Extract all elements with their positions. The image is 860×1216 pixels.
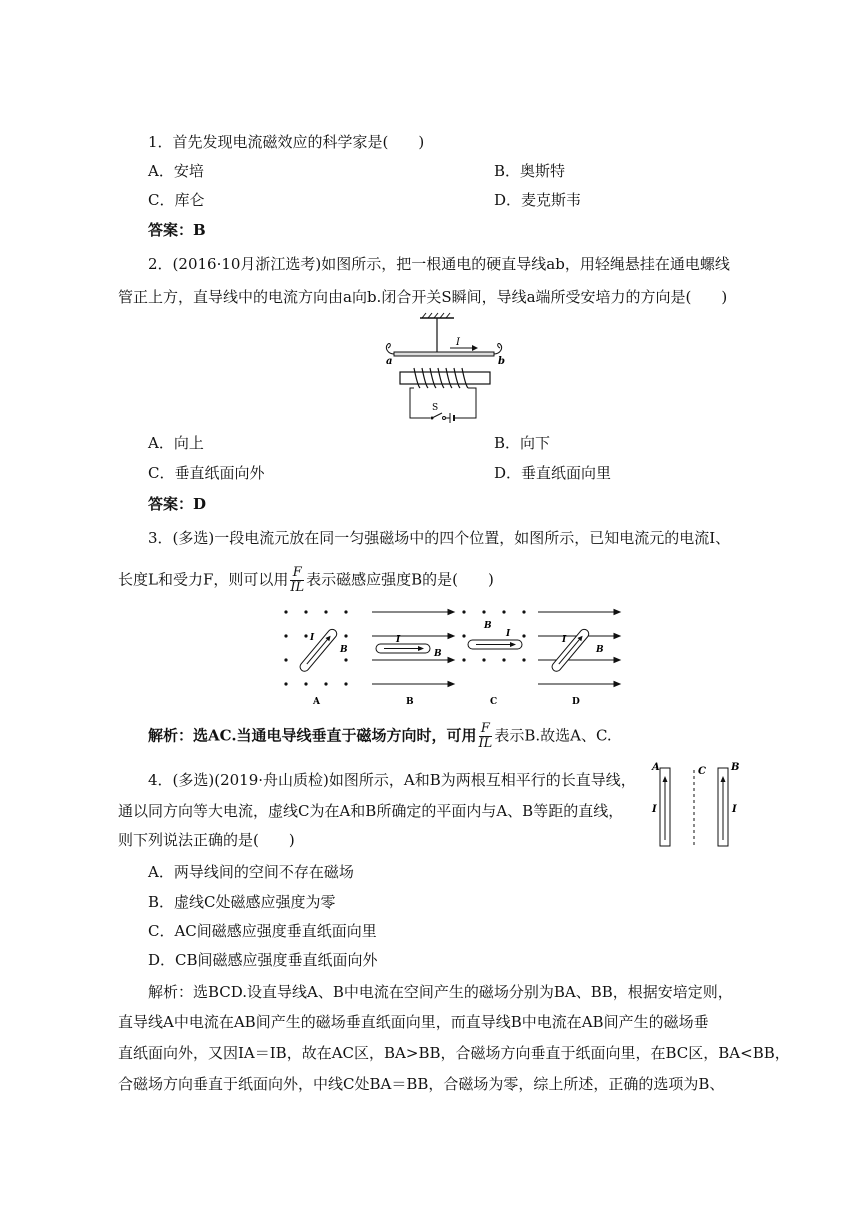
q3-panel-d — [538, 610, 620, 687]
q3-fraction — [290, 566, 304, 595]
q4-stem-line3: 则下列说法正确的是( ) — [118, 831, 295, 849]
q4-fig-label-c: C — [698, 766, 706, 777]
q3-analysis-fraction — [479, 722, 493, 751]
q3-panel-a-i: I — [310, 633, 315, 643]
q4-analysis-line2: 直导线A中电流在AB间产生的磁场垂直纸面向里，而直导线B中电流在AB间产生的磁场垂 — [118, 1013, 709, 1031]
q3-stem-line1: 3．(多选)一段电流元放在同一匀强磁场中的四个位置，如图所示，已知电流元的电流I、 — [148, 529, 731, 547]
q2-answer: 答案：D — [148, 495, 207, 513]
q4-fig-label-b: B — [731, 762, 740, 773]
q3-analysis-pre: 解析：选AC.当通电导线垂直于磁场方向时，可用 — [148, 726, 477, 745]
q3-panel-a-label: A — [313, 697, 320, 707]
q4-stem-line2: 通以同方向等大电流，虚线C为在A和B所确定的平面内与A、B等距的直线， — [118, 802, 624, 820]
q3-analysis — [148, 722, 612, 751]
q2-stem-line1: 2．(2016·10月浙江选考)如图所示，把一根通电的硬直导线ab，用轻绳悬挂在通电螺线 — [148, 255, 730, 273]
q3-panel-b-b: B — [434, 649, 442, 659]
q3-panel-d-i: I — [562, 635, 567, 645]
q3-analysis-post: 表示B.故选A、C. — [494, 726, 612, 745]
q2-option-a: A．向上 — [148, 434, 204, 452]
q2-option-d: D．垂直纸面向里 — [494, 464, 612, 482]
q4-fig-label-i-right: I — [732, 804, 737, 815]
q1-stem: 1．首先发现电流磁效应的科学家是( ) — [148, 133, 425, 151]
q3-panel-b-i: I — [396, 635, 401, 645]
q3-panel-c-i: I — [506, 629, 511, 639]
q3-stem-line2-pre: 长度L和受力F，则可以用 — [118, 570, 289, 589]
q3-field-figure — [280, 608, 625, 708]
q3-stem-line2 — [118, 566, 494, 595]
q4-fig-label-i-left: I — [652, 804, 657, 815]
q3-analysis-fraction-denominator: IL — [478, 736, 493, 751]
q2-fig-label-a: a — [386, 356, 393, 367]
q2-fig-label-b: b — [498, 356, 505, 367]
q2-option-c: C．垂直纸面向外 — [148, 464, 265, 482]
q4-option-d: D．CB间磁感应强度垂直纸面向外 — [148, 951, 378, 969]
q3-fraction-denominator: IL — [290, 580, 305, 595]
q4-wires-figure — [648, 760, 744, 850]
q2-fig-label-i: I — [456, 337, 460, 348]
q1-option-d: D．麦克斯韦 — [494, 191, 582, 209]
q4-option-a: A．两导线间的空间不存在磁场 — [148, 863, 354, 881]
q3-panel-c-label: C — [490, 697, 498, 707]
q4-option-b: B．虚线C处磁感应强度为零 — [148, 893, 336, 911]
q4-analysis-line4: 合磁场方向垂直于纸面向外，中线C处BA＝BB，合磁场为零，综上所述，正确的选项为B、 — [118, 1075, 725, 1093]
q1-option-c: C．库仑 — [148, 191, 205, 209]
q3-panel-a-b: B — [340, 645, 348, 655]
q3-stem-line2-post: 表示磁感应强度B的是( ) — [306, 570, 494, 589]
q4-analysis-line3: 直纸面向外，又因IA＝IB，故在AC区，BA>BB，合磁场方向垂直于纸面向里，在BC区，BA<BB， — [118, 1044, 790, 1062]
q1-option-b: B．奥斯特 — [494, 162, 566, 180]
q4-option-c: C．AC间磁感应强度垂直纸面向里 — [148, 922, 377, 940]
q2-stem-line2: 管正上方，直导线中的电流方向由a向b.闭合开关S瞬间，导线a端所受安培力的方向是( ) — [118, 288, 728, 306]
q1-answer: 答案：B — [148, 221, 206, 239]
q4-analysis-line1: 解析：选BCD.设直导线A、B中电流在空间产生的磁场分别为BA、BB，根据安培定则， — [148, 983, 733, 1001]
q3-panel-b-label: B — [406, 697, 414, 707]
q1-option-a: A．安培 — [148, 162, 204, 180]
q2-solenoid-figure — [380, 312, 510, 430]
q3-panel-d-b: B — [596, 645, 604, 655]
q4-fig-label-a: A — [652, 762, 660, 773]
q2-fig-label-s: S — [432, 403, 439, 413]
q4-stem-line1: 4．(多选)(2019·舟山质检)如图所示，A和B为两根互相平行的长直导线， — [148, 771, 636, 789]
q3-panel-c — [462, 610, 525, 661]
q3-fraction-numerator: F — [290, 566, 304, 581]
q2-option-b: B．向下 — [494, 434, 551, 452]
q3-panel-d-label: D — [572, 697, 580, 707]
q3-analysis-fraction-numerator: F — [479, 722, 493, 737]
q3-panel-c-b: B — [484, 621, 492, 631]
